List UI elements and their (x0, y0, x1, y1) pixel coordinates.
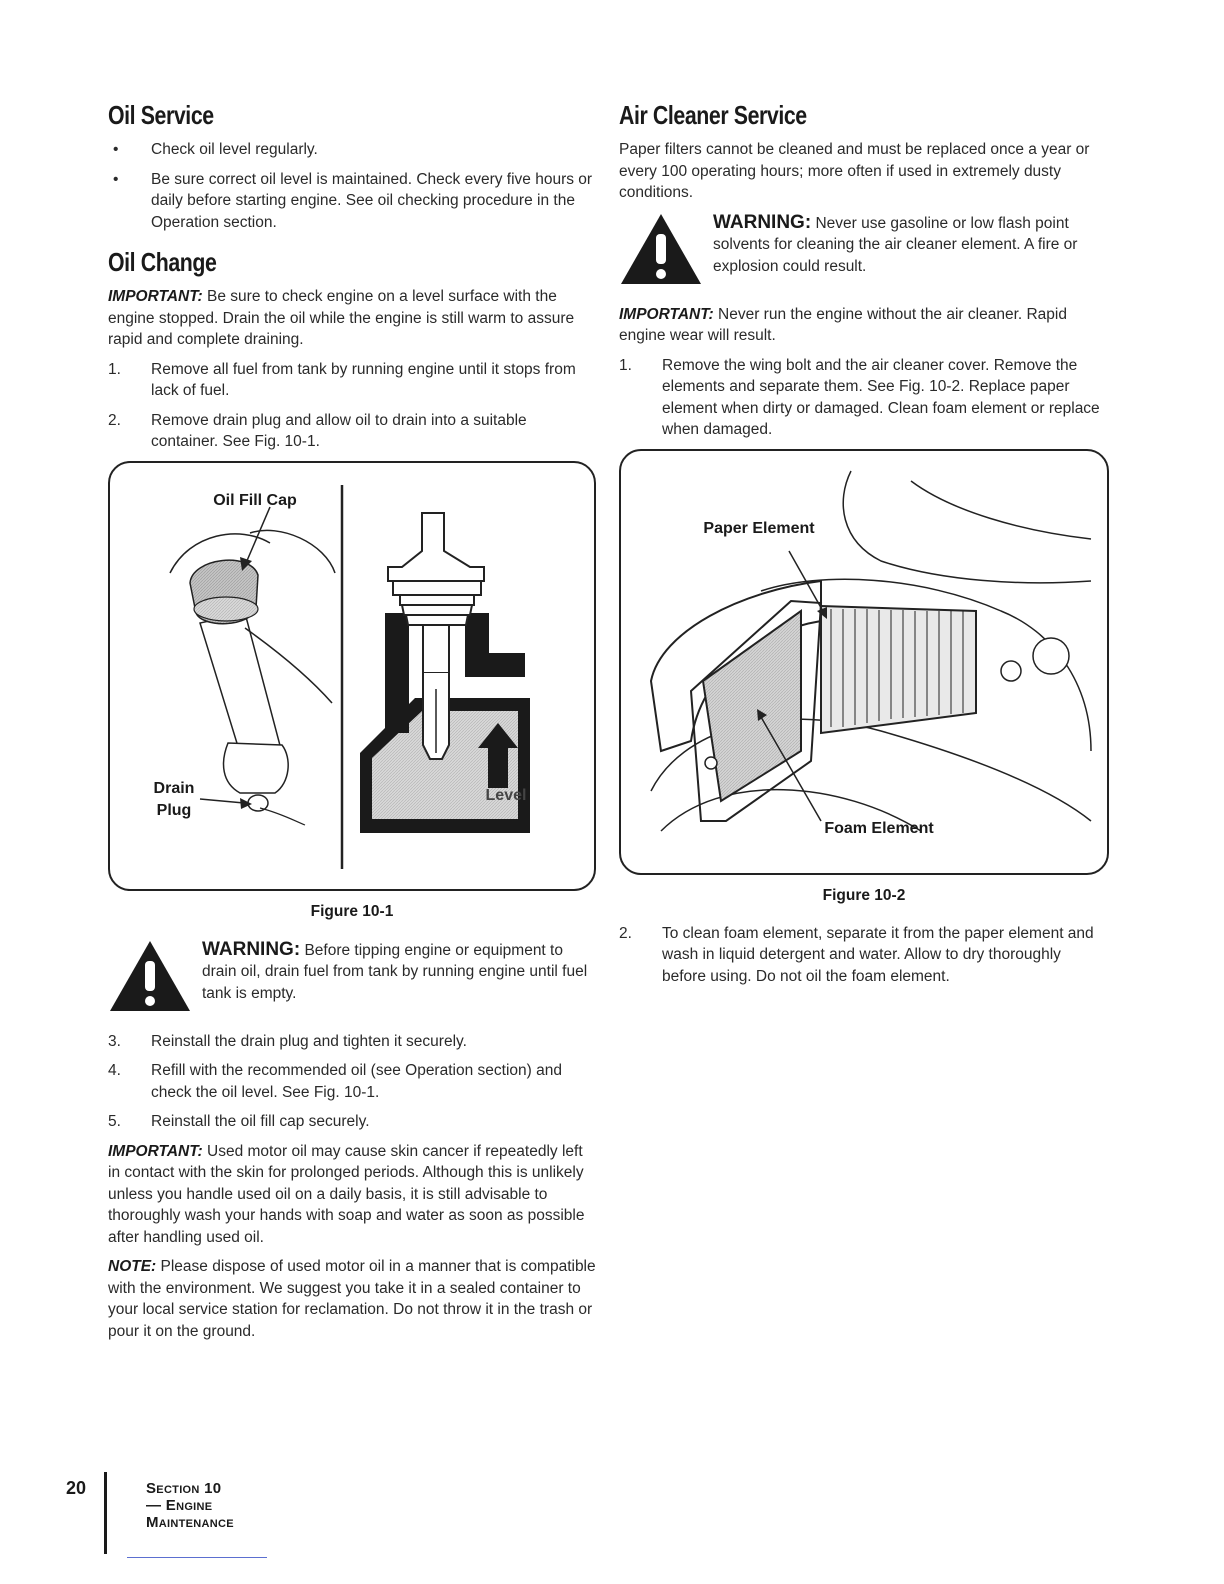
warning-triangle-icon (108, 939, 192, 1013)
left-column (108, 100, 596, 1350)
foam-element-label: Foam Element (824, 819, 934, 837)
oil-service-heading: Oil Service (108, 100, 214, 130)
plug-label: Plug (156, 801, 192, 819)
list-item: 5. Reinstall the oil fill cap securely. (108, 1113, 370, 1130)
list-item: 1. Remove the wing bolt and the air cleaner cover. Remove the elements and separate them. See Fig. 10-2. Replace paper element when dirty or damaged. Clean foam element or replace when damaged. (619, 356, 1100, 438)
oil-change-important-2: IMPORTANT: Used motor oil may cause skin cancer if repeatedly left in contact with the skin for prolonged periods. Although this is unlikely unless you handle used oil on a daily basis, it is still advisable to thoroughly wash your hands with soap and water as soon as possible after handling used oil. (108, 1142, 585, 1246)
right-column (619, 100, 1109, 995)
list-item: • Be sure correct oil level is maintained. Check every five hours or daily before starting engine. See oil checking procedure in the Operation section. (113, 170, 593, 231)
oil-change-steps-a (108, 359, 596, 453)
oil-change-important: IMPORTANT: Be sure to check engine on a level surface with the engine stopped. Drain the oil while the engine is still warm to assure rapid and complete draining. (108, 288, 575, 348)
warning-triangle-icon (619, 212, 703, 286)
figure-10-1 (108, 461, 596, 891)
warning-label: WARNING: (713, 211, 812, 233)
oil-fill-cap-label: Oil Fill Cap (213, 491, 297, 509)
page-number: 20 (66, 1478, 87, 1498)
oil-change-heading: Oil Change (108, 247, 217, 277)
list-item: 4. Refill with the recommended oil (see Operation section) and check the oil level. See Fig. 10-1. (108, 1062, 562, 1101)
figure-10-1-caption: Figure 10-1 (310, 902, 394, 920)
figure-10-2 (619, 449, 1109, 875)
oil-change-note: NOTE: Please dispose of used motor oil in a manner that is compatible with the environment. We suggest you take it in a sealed container to your local service station for reclamation. Do not throw it in the trash or pour it on the ground. (108, 1258, 596, 1340)
level-label: Level (485, 786, 527, 804)
figure-10-2-caption: Figure 10-2 (822, 886, 906, 904)
oil-service-bullets (108, 139, 596, 233)
footer-divider (104, 1472, 107, 1554)
oil-fill-tube-drawing (170, 507, 335, 825)
paper-element-label: Paper Element (703, 519, 815, 537)
air-filter-illustration (621, 451, 1109, 873)
air-cleaner-intro: Paper filters cannot be cleaned and must be replaced once a year or every 100 operating hours; more often if used in extremely dusty conditions. (619, 141, 1090, 201)
air-cleaner-steps-a (619, 355, 1109, 441)
oil-figure-illustration (110, 463, 596, 889)
list-item: 3. Reinstall the drain plug and tighten it securely. (108, 1032, 467, 1050)
drain-label: Drain (153, 779, 195, 797)
air-cleaner-steps-b (619, 923, 1109, 988)
warning-label: WARNING: (202, 938, 301, 960)
air-cleaner-warning: WARNING: Never use gasoline or low flash point solvents for cleaning the air cleaner element. A fire or explosion could result. (619, 212, 1109, 298)
list-item: 2. To clean foam element, separate it from the paper element and wash in liquid detergent and water. Allow to dry thoroughly before using. Do not oil the foam element. (619, 924, 1094, 985)
footer-rule (127, 1557, 267, 1558)
oil-warning: WARNING: Before tipping engine or equipment to drain oil, drain fuel from tank by running engine until fuel tank is empty. (108, 939, 596, 1025)
list-item: 1. Remove all fuel from tank by running engine until it stops from lack of fuel. (108, 360, 576, 399)
list-item: 2. Remove drain plug and allow oil to drain into a suitable container. See Fig. 10-1. (108, 411, 527, 450)
list-item: • Check oil level regularly. (113, 141, 318, 158)
footer-section-title: Section 10— Engine Maintenance (146, 1480, 234, 1531)
air-cleaner-heading: Air Cleaner Service (619, 100, 807, 130)
dipstick-cross-section-drawing (360, 513, 530, 833)
oil-change-steps-b (108, 1031, 596, 1133)
air-cleaner-important: IMPORTANT: Never run the engine without the air cleaner. Rapid engine wear will result. (619, 305, 1067, 344)
